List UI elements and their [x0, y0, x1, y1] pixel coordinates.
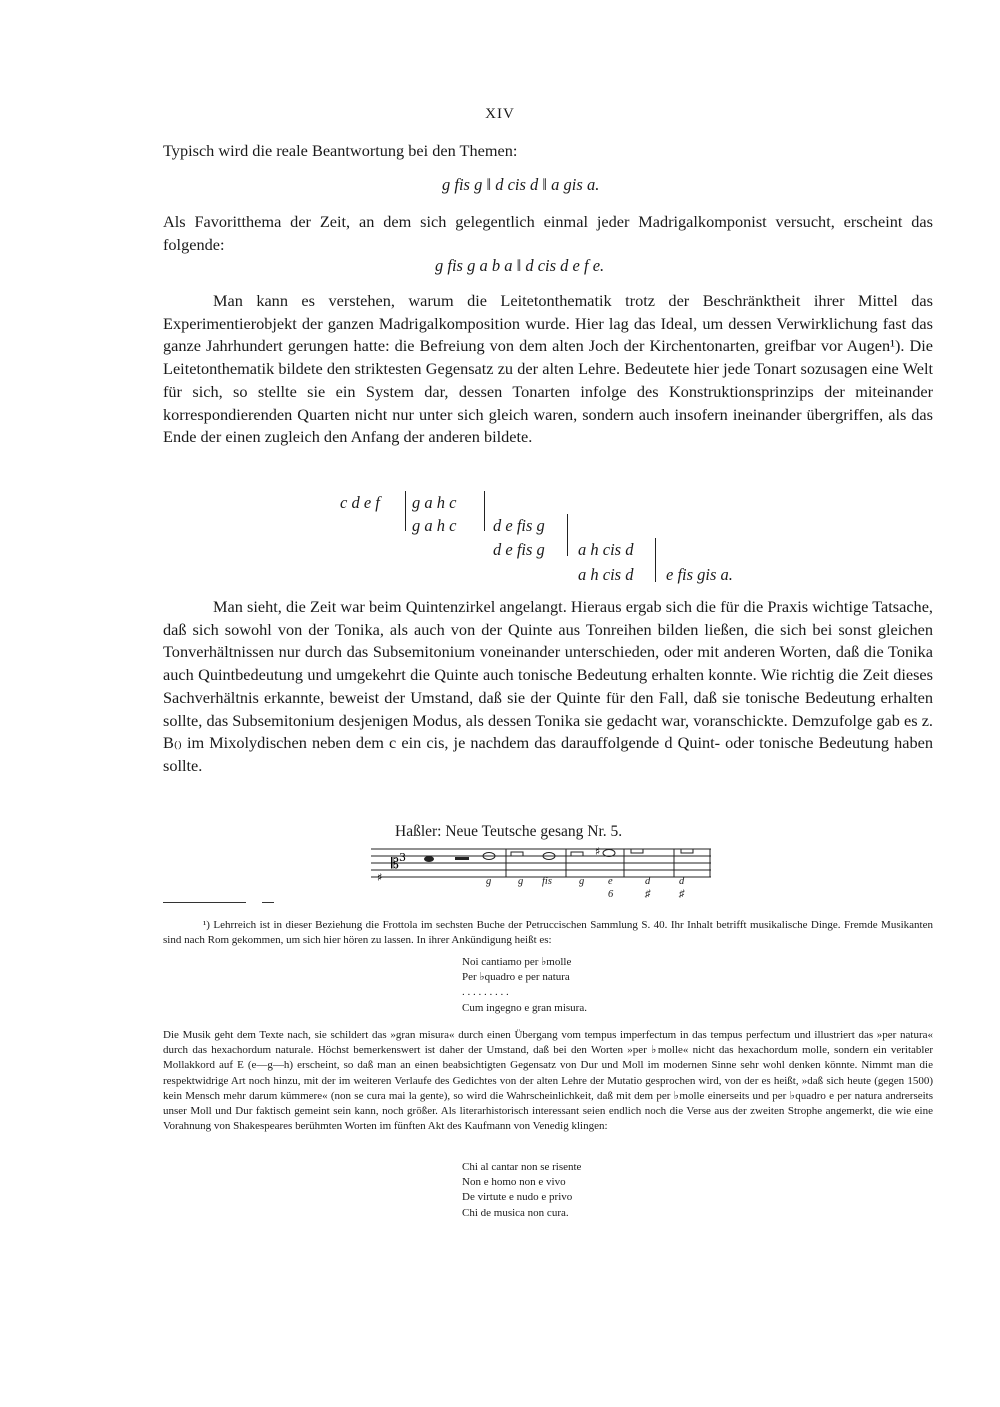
verse-line: Chi de musica non cura. [462, 1206, 569, 1219]
verse-quote-2 [462, 1160, 581, 1221]
note-letter: e [608, 876, 613, 887]
quint-row-3b: a h cis d [578, 540, 634, 559]
quint-row-3a: d e fis g [493, 540, 545, 559]
svg-text:♯: ♯ [377, 871, 383, 883]
footnote-rule [262, 902, 274, 903]
note-letter: d [645, 876, 651, 887]
note-letter: g [579, 876, 585, 887]
diagram-divider [405, 491, 406, 531]
verse-line: Cum ingegno e gran misura. [462, 1001, 587, 1014]
quint-row-1a: c d e f [340, 493, 380, 512]
svg-text:♯: ♯ [595, 845, 601, 858]
verse-line: . . . . . . . . . [462, 986, 509, 999]
note-letter: fis [542, 876, 552, 887]
note-letter: d [679, 876, 685, 887]
verse-quote-1 [462, 955, 587, 1016]
paragraph-leitetonthematik: Man kann es verstehen, warum die Leitetonthematik trotz der Beschränktheit ihrer Mittel das Experimentierobjekt der ganzen Madrigalkomposition wurde. Hier lag das Ideal, um dessen Verwirklichung fast das ganze Jahrhundert gerungen hatte: die Befreiung von dem alten Joch der Kirchentonarten, greifbar vor Augen¹). Die Leitetonthematik bildete den striktesten Gegensatz zu der alten Lehre. Bedeutete hier jede Tonart sozusagen eine Welt für sich, so stellte sie ein System dar, dessen Tonarten infolge des Konstruktionsprinzips der miteinander korrespondierenden Quarten nicht nur unter sich gleich waren, sondern auch insofern ineinander übergriffen, als das Ende der einen zugleich den Anfang der anderen bildete. [163, 291, 933, 447]
diagram-divider [655, 538, 656, 582]
svg-text:𝄡: 𝄡 [391, 856, 399, 872]
footnote-rule [163, 902, 246, 903]
note-letter: g [486, 876, 492, 887]
note-letter: g [518, 876, 524, 887]
paragraph-quintenzirkel: Man sieht, die Zeit war beim Quintenzirkel angelangt. Hieraus ergab sich die für die Praxis wichtige Tatsache, daß sich sowohl von der Tonika, als auch von der Quinte aus Tonreihen bilden ließen, die sich bei sonst gleichen Tonverhältnissen nur durch das Subsemitonium voneinander unterschieden, oder mit anderen Worten, daß die Tonika auch Quintbedeutung und umgekehrt die Quinte auch tonische Bedeutung erhalten konnte. Wie richtig die Zeit dieses Sachverhältnis erkannte, beweist der Umstand, daß sie der Quinte für den Fall, daß sie tonische Bedeutung erhalten sollte, das Subsemitonium desjenigen Modus, als dessen Tonika sie gedacht war, voranschickte. Demzufolge gab es z. B₍₎ im Mixolydischen neben dem c ein cis, je nachdem das darauffolgende d Quint- oder tonische Bedeutung haben sollte. [163, 597, 933, 775]
quint-row-4a: a h cis d [578, 565, 634, 584]
verse-line: Non e homo non e vivo [462, 1176, 566, 1189]
verse-line: Per ♭quadro e per natura [462, 971, 570, 984]
diagram-divider [484, 491, 485, 531]
music-example-caption: Haßler: Neue Teutsche gesang Nr. 5. [395, 823, 623, 840]
quint-row-4b: e fis gis a. [666, 565, 733, 584]
verse-line: Chi al cantar non se risente [462, 1161, 582, 1173]
figured-bass: 6 [608, 889, 614, 900]
theme-example-1: g fis g ‖ d cis d ‖ a gis a. [442, 175, 600, 194]
music-staff [371, 841, 711, 883]
accidental-mark: ♯ [679, 889, 685, 900]
verse-line: Noi cantiamo per ♭molle [462, 956, 572, 968]
quint-row-2a: g a h c [412, 516, 457, 535]
quint-row-1b: g a h c [412, 493, 457, 512]
accidental-mark: ♯ [645, 889, 651, 900]
quint-row-2b: d e fis g [493, 516, 545, 535]
diagram-divider [567, 514, 568, 556]
verse-line: De virtute e nudo e privo [462, 1191, 573, 1204]
paragraph-real-answer: Typisch wird die reale Beantwortung bei den Themen: [163, 141, 518, 160]
paragraph-favorite-theme: Als Favoritthema der Zeit, an dem sich gelegentlich einmal jeder Madrigalkomponist versucht, erscheint das folgende: [163, 212, 933, 254]
footnote-1-continued: Die Musik geht dem Texte nach, sie schildert das »gran misura« durch einen Übergang vom tempus imperfectum in das tempus perfectum und illustriert das »per natura« durch das hexachordum naturale. Höchst bemerkenswert ist daher der Umstand, daß bei den Worten »per ♭molle« nicht das hexachordum molle, sondern ein veritabler Mollakkord auf E (e—g—h) erscheint, so daß man an einen beabsichtigten Gegensatz von Dur und Moll im modernen Sinne sehr wohl denken könnte. Nimmt man die respektwidrige Art noch hinzu, mit der im weiteren Verlaufe des Gedichtes von der alten Lehre der Mutatio gesprochen wird, von der es heißt, »daß sich heute (gegen 1500) kein Mensch mehr darum kümmere« (non se cura mai la gente), so wird die Wahrscheinlichkeit, daß mit dem per ♭molle einerseits und per ♭quadro e per natura andrerseits unser Moll und Dur faktisch gemeint sein kann, noch größer. Als literarhistorisch interessant seien endlich noch die Verse aus der zweiten Strophe angemerkt, die wie eine Vorahnung von Shakespeares berühmten Worten im fünften Akt des Kaufmann von Venedig klingen: [163, 1029, 933, 1133]
page-number: XIV [485, 106, 515, 122]
svg-text:3: 3 [399, 851, 406, 864]
footnote-1: ¹) Lehrreich ist in dieser Beziehung die Frottola im sechsten Buche der Petruccischen Sammlung S. 40. Ihr Inhalt betrifft musikalische Dinge. Fremde Musikanten sind nach Rom gekommen, um sich hier hören zu lassen. In ihrer Ankündigung heißt es: [163, 919, 933, 947]
theme-example-2: g fis g a b a ‖ d cis d e f e. [435, 256, 605, 275]
